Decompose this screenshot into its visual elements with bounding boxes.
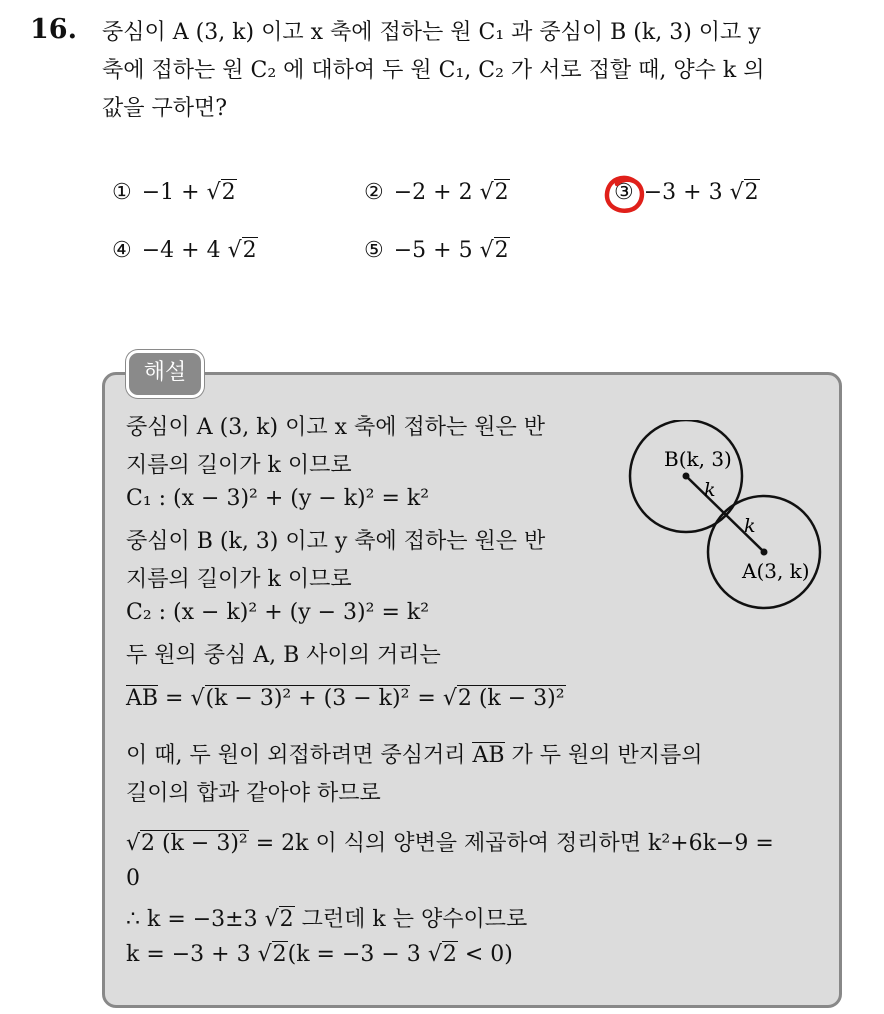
sqrt-symbol: √2 xyxy=(479,238,509,263)
sqrt-symbol: √(k − 3)² + (3 − k)² xyxy=(190,686,410,711)
sqrt-symbol: √2 xyxy=(427,942,457,967)
choice-number: ① xyxy=(112,180,132,205)
explanation-line-7: 두 원의 중심 A, B 사이의 거리는 xyxy=(126,643,441,668)
text: < 0) xyxy=(457,942,513,967)
choice-number: ⑤ xyxy=(364,238,384,263)
explanation-line-4: 중심이 B (k, 3) 이고 y 축에 접하는 원은 반 xyxy=(126,529,546,554)
explanation-tab: 해설 xyxy=(126,350,204,398)
choice-1[interactable] xyxy=(112,180,237,205)
explanation-line-5: 지름의 길이가 k 이므로 xyxy=(126,567,352,592)
question-line-2: 축에 접하는 원 C₂ 에 대하여 두 원 C₁, C₂ 가 서로 접할 때, 양수 k 의 xyxy=(102,58,765,83)
distance-formula xyxy=(126,686,566,711)
equals: = xyxy=(158,686,191,711)
choice-5[interactable] xyxy=(364,238,510,263)
text: ∴ k = −3±3 xyxy=(126,907,265,932)
explanation-line-2: 지름의 길이가 k 이므로 xyxy=(126,453,352,478)
sqrt-symbol: √2 (k − 3)² xyxy=(126,831,248,856)
sqrt-symbol: √2 xyxy=(206,180,236,205)
sqrt-symbol: √2 xyxy=(729,180,759,205)
choice-2[interactable] xyxy=(364,180,510,205)
question-line-3: 값을 구하면? xyxy=(102,96,228,121)
sqrt-symbol: √2 xyxy=(227,238,257,263)
choice-text: −5 + 5 xyxy=(393,238,480,263)
radicand: 2 xyxy=(442,942,457,967)
explanation-line-13 xyxy=(126,902,527,933)
radicand: 2 (k − 3)² xyxy=(457,686,565,711)
center-b-dot xyxy=(683,473,690,480)
radicand: 2 xyxy=(744,180,759,205)
label-b: B(k, 3) xyxy=(664,447,732,471)
question-number: 16. xyxy=(30,14,77,45)
text: 그런데 k 는 양수이므로 xyxy=(294,907,528,932)
label-k-lower: k xyxy=(744,515,756,537)
text: = 2k 이 식의 양변을 제곱하여 정리하면 k²+6k−9 = xyxy=(248,831,774,856)
radicand: 2 xyxy=(221,180,236,205)
choice-number: ③ xyxy=(614,180,634,205)
explanation-line-10: 길이의 합과 같아야 하므로 xyxy=(126,781,381,806)
explanation-line-11 xyxy=(126,826,774,857)
text: k = −3 + 3 xyxy=(126,942,258,967)
sqrt-symbol: √2 xyxy=(257,942,287,967)
choice-number: ④ xyxy=(112,238,132,263)
equals: = xyxy=(410,686,443,711)
explanation-line-3: C₁ : (x − 3)² + (y − k)² = k² xyxy=(126,486,430,511)
center-a-dot xyxy=(761,549,768,556)
text: 가 두 원의 반지름의 xyxy=(504,743,703,768)
choice-text: −4 + 4 xyxy=(141,238,228,263)
two-circles-diagram xyxy=(620,420,830,620)
choice-4[interactable] xyxy=(112,238,258,263)
radicand: 2 xyxy=(494,238,509,263)
question-text xyxy=(102,14,862,128)
segment-ab: AB xyxy=(472,743,505,768)
radicand: (k − 3)² + (3 − k)² xyxy=(205,686,410,711)
explanation-line-9 xyxy=(126,738,703,769)
explanation-line-1: 중심이 A (3, k) 이고 x 축에 접하는 원은 반 xyxy=(126,415,545,440)
choice-text: −1 + xyxy=(141,180,207,205)
sqrt-symbol: √2 xyxy=(479,180,509,205)
radicand: 2 xyxy=(279,907,294,932)
segment-ab: AB xyxy=(126,686,159,711)
answer-mark-icon xyxy=(604,175,646,215)
radicand: 2 xyxy=(494,180,509,205)
label-k-upper: k xyxy=(704,479,716,501)
text: 이 때, 두 원이 외접하려면 중심거리 xyxy=(126,743,473,768)
sqrt-symbol: √2 xyxy=(264,907,294,932)
radicand: 2 xyxy=(272,942,287,967)
choice-text: −3 + 3 xyxy=(643,180,730,205)
question-line-1: 중심이 A (3, k) 이고 x 축에 접하는 원 C₁ 과 중심이 B (k, 3) 이고 y xyxy=(102,20,761,45)
choice-text: −2 + 2 xyxy=(393,180,480,205)
segment-ab-line xyxy=(686,476,764,552)
choice-number: ② xyxy=(364,180,384,205)
radicand: 2 (k − 3)² xyxy=(141,831,248,856)
sqrt-symbol: √2 (k − 3)² xyxy=(442,686,565,711)
explanation-line-6: C₂ : (x − k)² + (y − 3)² = k² xyxy=(126,600,430,625)
label-a: A(3, k) xyxy=(742,559,810,583)
radicand: 2 xyxy=(242,238,257,263)
text: (k = −3 − 3 xyxy=(287,942,428,967)
explanation-line-12: 0 xyxy=(126,866,140,891)
explanation-line-14 xyxy=(126,942,513,967)
